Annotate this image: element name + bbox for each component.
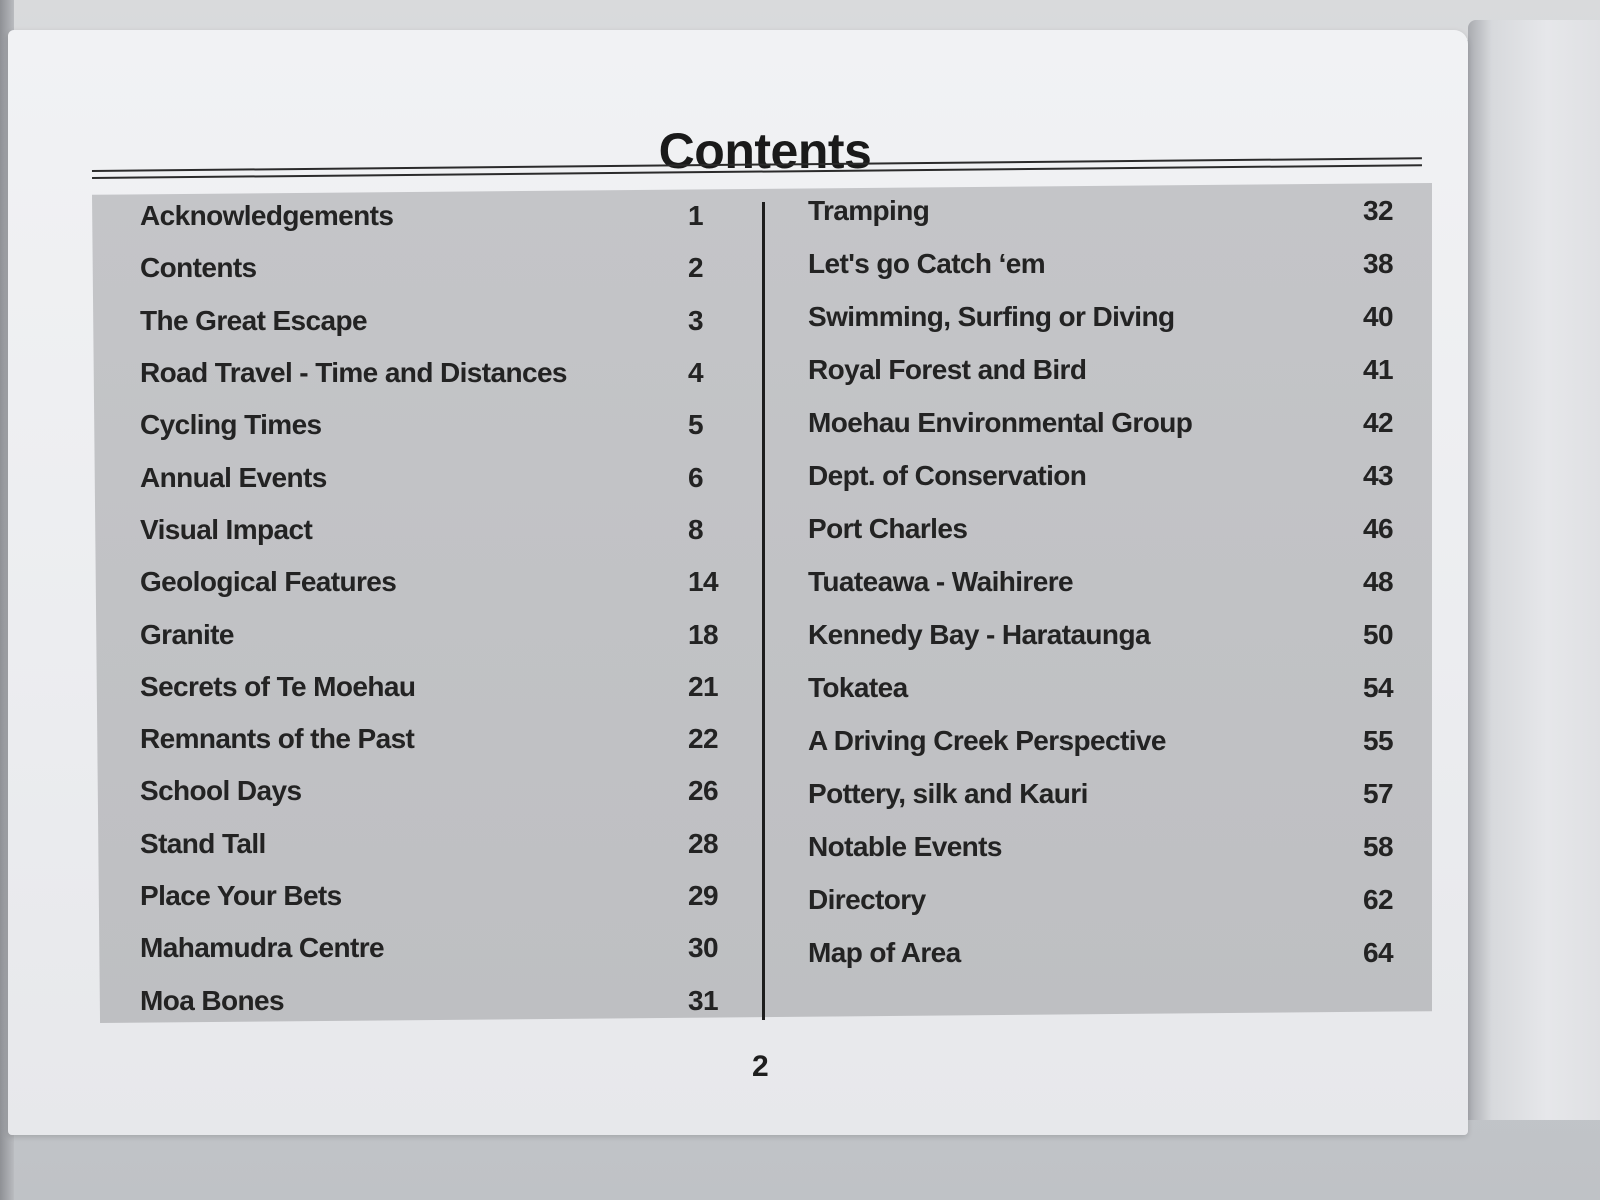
toc-entry	[808, 237, 1408, 290]
toc-entry-title: Swimming, Surfing or Diving	[808, 300, 1175, 332]
toc-entry	[808, 184, 1408, 237]
toc-entry-page: 46	[1363, 512, 1393, 544]
toc-entry-page: 29	[688, 880, 718, 911]
toc-entry-page: 3	[688, 304, 703, 336]
toc-entry-title: Acknowledgements	[140, 200, 394, 232]
contents-column-right	[808, 184, 1408, 979]
toc-entry	[140, 608, 740, 660]
toc-entry-title: Geological Features	[140, 566, 397, 598]
toc-entry	[140, 870, 740, 922]
toc-entry-title: Moa Bones	[140, 984, 284, 1016]
toc-entry-title: Contents	[140, 252, 257, 284]
toc-entry-page: 57	[1363, 777, 1393, 809]
toc-entry-page: 6	[688, 461, 703, 493]
toc-entry-title: The Great Escape	[140, 304, 367, 336]
toc-entry	[808, 555, 1408, 608]
toc-entry-title: Stand Tall	[140, 827, 266, 859]
toc-entry-page: 30	[688, 932, 718, 964]
toc-entry-page: 28	[688, 827, 718, 859]
toc-entry	[808, 714, 1408, 767]
toc-entry-title: Visual Impact	[140, 513, 313, 545]
toc-entry-page: 31	[688, 984, 718, 1016]
toc-entry	[808, 343, 1408, 396]
toc-entry-page: 14	[688, 566, 718, 598]
toc-entry-title: Dept. of Conservation	[808, 459, 1087, 491]
toc-entry	[140, 504, 740, 556]
toc-entry	[140, 399, 740, 451]
toc-entry	[140, 974, 740, 1026]
column-divider	[762, 202, 765, 1020]
toc-entry-page: 55	[1363, 724, 1393, 756]
toc-entry-title: Let's go Catch ‘em	[808, 247, 1046, 279]
toc-entry	[140, 556, 740, 608]
toc-entry	[140, 765, 740, 817]
toc-entry-title: Tramping	[808, 194, 930, 226]
toc-entry-page: 58	[1363, 830, 1393, 862]
toc-entry	[808, 767, 1408, 820]
toc-entry	[140, 347, 740, 399]
toc-entry-page: 8	[688, 513, 703, 545]
toc-entry-title: Road Travel - Time and Distances	[140, 357, 567, 389]
toc-entry-page: 64	[1363, 936, 1393, 968]
facing-page	[1468, 20, 1600, 1120]
toc-entry-title: Map of Area	[808, 936, 961, 968]
toc-entry	[140, 295, 740, 347]
toc-entry	[808, 290, 1408, 343]
toc-entry-title: Secrets of Te Moehau	[140, 670, 416, 702]
toc-entry-title: Kennedy Bay - Harataunga	[808, 618, 1150, 650]
toc-entry	[140, 661, 740, 713]
toc-entry-title: Port Charles	[808, 512, 968, 544]
toc-entry-page: 32	[1363, 194, 1393, 226]
toc-entry-title: Remnants of the Past	[140, 723, 415, 755]
toc-entry-page: 21	[688, 670, 718, 702]
contents-column-left	[140, 190, 740, 1027]
toc-entry-title: Tuateawa - Waihirere	[808, 565, 1073, 597]
toc-entry-title: Mahamudra Centre	[140, 932, 385, 964]
toc-entry-page: 43	[1363, 459, 1393, 491]
toc-entry-title: School Days	[140, 775, 302, 807]
toc-entry	[808, 820, 1408, 873]
toc-entry-title: Moehau Environmental Group	[808, 406, 1193, 438]
toc-entry	[808, 396, 1408, 449]
toc-entry	[808, 449, 1408, 502]
toc-entry-page: 54	[1363, 671, 1393, 703]
toc-entry-page: 26	[688, 775, 718, 807]
toc-entry-title: Pottery, silk and Kauri	[808, 777, 1088, 809]
toc-entry-page: 42	[1363, 406, 1393, 438]
toc-entry	[140, 922, 740, 974]
toc-entry	[808, 926, 1408, 979]
toc-entry-page: 50	[1363, 618, 1393, 650]
page-number: 2	[752, 1050, 769, 1083]
toc-entry-title: Tokatea	[808, 671, 908, 703]
page-title: Contents	[658, 122, 872, 179]
toc-entry-page: 48	[1363, 565, 1393, 597]
toc-entry-page: 18	[688, 618, 718, 650]
toc-entry-title: Directory	[808, 883, 926, 915]
toc-entry	[140, 713, 740, 765]
toc-entry-title: Place Your Bets	[140, 880, 342, 911]
toc-entry	[808, 502, 1408, 555]
toc-entry	[140, 818, 740, 870]
toc-entry	[140, 242, 740, 294]
toc-entry	[808, 608, 1408, 661]
toc-entry	[808, 873, 1408, 926]
toc-entry-page: 2	[688, 252, 703, 284]
toc-entry-title: Annual Events	[140, 461, 327, 493]
toc-entry-title: Royal Forest and Bird	[808, 353, 1087, 385]
toc-entry-title: Granite	[140, 618, 234, 650]
toc-entry	[140, 190, 740, 242]
toc-entry	[808, 661, 1408, 714]
toc-entry-page: 41	[1363, 353, 1393, 385]
toc-entry-page: 62	[1363, 883, 1393, 915]
toc-entry-page: 1	[688, 200, 703, 232]
toc-entry-page: 22	[688, 723, 718, 755]
toc-entry	[140, 451, 740, 503]
toc-entry-title: Notable Events	[808, 830, 1002, 862]
toc-entry-title: A Driving Creek Perspective	[808, 724, 1166, 756]
toc-entry-page: 5	[688, 409, 703, 441]
toc-entry-page: 40	[1363, 300, 1393, 332]
toc-entry-page: 38	[1363, 247, 1393, 279]
toc-entry-title: Cycling Times	[140, 409, 322, 441]
toc-entry-page: 4	[688, 357, 703, 389]
